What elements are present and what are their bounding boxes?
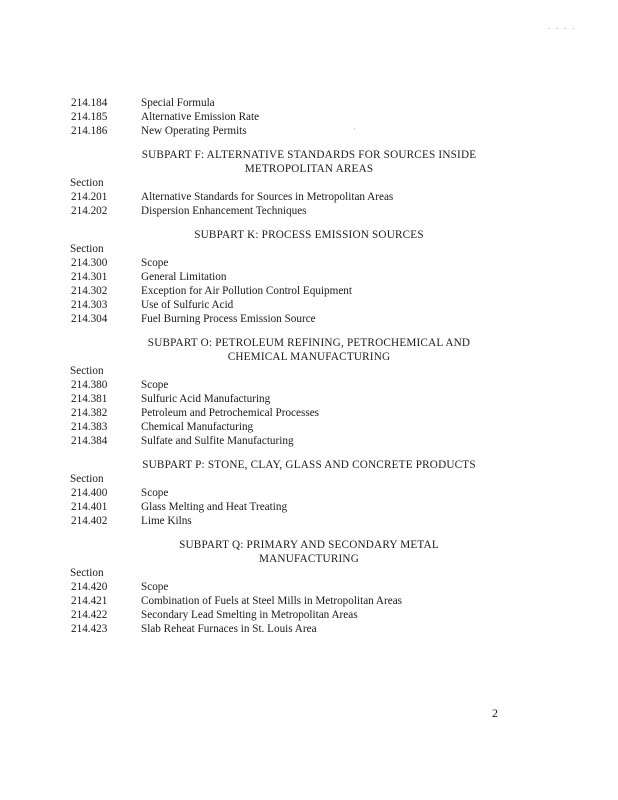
section-column-label: Section [70,243,104,255]
section-title: New Operating Permits [141,125,247,137]
section-title: Scope [141,257,169,269]
section-title: Slab Reheat Furnaces in St. Louis Area [141,623,317,635]
section-column-label: Section [70,365,104,377]
section-number: 214.422 [71,609,108,621]
section-number: 214.186 [71,125,108,137]
toc-row [0,486,618,500]
section-title: Sulfuric Acid Manufacturing [141,393,271,405]
section-column-label: Section [70,473,104,485]
section-number: 214.185 [71,111,108,123]
section-title: Exception for Air Pollution Control Equipment [141,285,352,297]
section-title: Fuel Burning Process Emission Source [141,313,316,325]
section-number: 214.300 [71,257,108,269]
section-title: Secondary Lead Smelting in Metropolitan Areas [141,609,358,621]
section-number: 214.401 [71,501,108,513]
toc-row [0,190,618,204]
section-title: Scope [141,581,169,593]
section-title: Special Formula [141,97,215,109]
subpart-heading [0,336,618,364]
section-number: 214.383 [71,421,108,433]
toc-row [0,124,618,138]
section-title: Alternative Emission Rate [141,111,260,123]
subpart-heading-line: SUBPART P: STONE, CLAY, GLASS AND CONCRETE PRODUCTS [142,459,476,471]
section-number: 214.301 [71,271,108,283]
toc-row [0,312,618,326]
section-number: 214.384 [71,435,108,447]
subpart-heading [0,228,618,242]
toc-row [0,392,618,406]
toc-row [0,110,618,124]
subpart-heading-line: SUBPART F: ALTERNATIVE STANDARDS FOR SOURCES INSIDE [141,149,477,161]
section-number: 214.421 [71,595,108,607]
toc-row [0,406,618,420]
section-title: Dispersion Enhancement Techniques [141,205,307,217]
subpart-heading-line: SUBPART Q: PRIMARY AND SECONDARY METAL [179,539,439,551]
subpart-heading-line: SUBPART O: PETROLEUM REFINING, PETROCHEMICAL AND [147,337,471,349]
subpart-q-block [0,538,618,636]
section-number: 214.380 [71,379,108,391]
toc-row [0,514,618,528]
section-number: 214.382 [71,407,108,419]
subpart-f-block [0,148,618,218]
subpart-heading-line: SUBPART K: PROCESS EMISSION SOURCES [194,229,424,241]
section-title: Glass Melting and Heat Treating [141,501,288,513]
section-title: Combination of Fuels at Steel Mills in Metropolitan Areas [141,595,403,607]
subpart-heading-line: MANUFACTURING [259,553,359,565]
subpart-heading [0,148,618,176]
section-number: 214.304 [71,313,108,325]
scan-speck-marks: · · · · [548,25,577,33]
toc-row [0,622,618,636]
toc-row [0,608,618,622]
section-number: 214.302 [71,285,108,297]
section-number: 214.184 [71,97,108,109]
section-title: Petroleum and Petrochemical Processes [141,407,320,419]
section-title: Scope [141,379,169,391]
toc-row [0,594,618,608]
subpart-heading [0,458,618,472]
section-number: 214.423 [71,623,108,635]
toc-row [0,378,618,392]
section-number: 214.381 [71,393,108,405]
leading-section-list [0,96,618,138]
toc-row [0,580,618,594]
section-number: 214.400 [71,487,108,499]
page-number: 2 [492,706,498,720]
section-title: General Limitation [141,271,227,283]
subpart-p-block [0,458,618,528]
section-number: 214.202 [71,205,108,217]
section-title: Alternative Standards for Sources in Metropolitan Areas [141,191,394,203]
section-title: Lime Kilns [141,515,192,527]
section-title: Scope [141,487,169,499]
subpart-heading [0,538,618,566]
section-title: Chemical Manufacturing [141,421,254,433]
section-title: Sulfate and Sulfite Manufacturing [141,435,294,447]
subpart-k-block [0,228,618,326]
table-of-contents [0,96,618,636]
section-column-label: Section [70,567,104,579]
toc-row [0,270,618,284]
toc-row [0,434,618,448]
section-number: 214.201 [71,191,108,203]
toc-row [0,204,618,218]
toc-row [0,298,618,312]
toc-row [0,500,618,514]
subpart-o-block [0,336,618,448]
subpart-heading-line: CHEMICAL MANUFACTURING [227,351,391,363]
toc-row [0,96,618,110]
section-title: Use of Sulfuric Acid [141,299,234,311]
toc-row [0,420,618,434]
toc-row [0,284,618,298]
section-number: 214.402 [71,515,108,527]
section-number: 214.303 [71,299,108,311]
toc-row [0,256,618,270]
subpart-heading-line: METROPOLITAN AREAS [244,163,374,175]
section-number: 214.420 [71,581,108,593]
stray-scan-mark: ' [354,128,356,134]
section-column-label: Section [70,177,104,189]
